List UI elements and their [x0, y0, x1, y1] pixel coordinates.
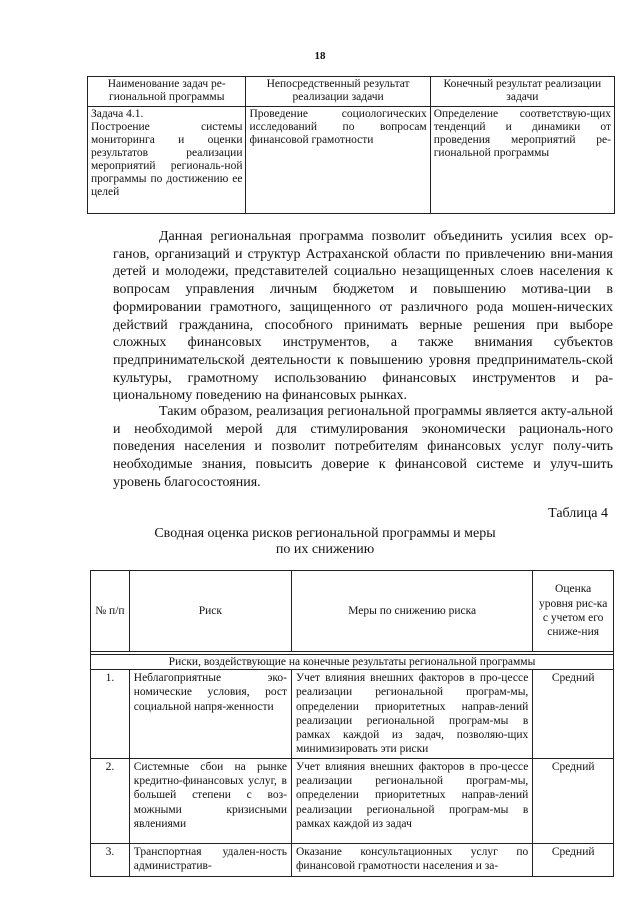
table-title: Сводная оценка рисков региональной программы и меры по их снижению [154, 526, 496, 557]
tasks-header-direct: Непосредственный результат реализации задачи [246, 77, 430, 107]
table-label: Таблица 4 [548, 506, 608, 521]
table-row [91, 843, 614, 876]
final-result-cell: Определение соответствую-щих тенденций и динамики от проведения мероприятий ре-гиональной программы [430, 107, 614, 214]
risk-cell: Транспортная удален-ность административ- [129, 843, 291, 876]
table-row [91, 670, 614, 759]
table-row [91, 758, 614, 843]
task-text: Построение системы мониторинга и оценки результатов реализации мероприятий региональ-ной программы по достижению ее целей [91, 121, 243, 198]
direct-result-cell: Проведение социологических исследований по вопросам финансовой грамотности [246, 107, 430, 214]
row-num: 1. [91, 670, 130, 759]
risk-cell: Системные сбои на рынке кредитно-финансовых услуг, в большей степени с воз-можными кризисными явлениями [129, 758, 291, 843]
level-cell: Средний [533, 843, 614, 876]
level-cell: Средний [533, 670, 614, 759]
table-row [88, 107, 615, 214]
header-risk: Риск [129, 571, 291, 652]
header-measures: Меры по снижению риска [291, 571, 532, 652]
paragraph-1 [113, 228, 613, 405]
section-title: Риски, воздействующие на конечные результаты региональной программы [91, 655, 614, 670]
page-number: 18 [314, 50, 326, 62]
header-num: № п/п [91, 571, 130, 652]
tasks-header-final: Конечный результат реализации задачи [430, 77, 614, 107]
level-cell: Средний [533, 758, 614, 843]
task-cell [88, 107, 246, 214]
task-id: Задача 4.1. [91, 108, 144, 120]
row-num: 2. [91, 758, 130, 843]
risk-cell: Неблагоприятные эко-номические условия, рост социальной напря-женности [129, 670, 291, 759]
risk-table-header [91, 571, 614, 652]
tasks-table [87, 76, 615, 214]
measures-cell: Оказание консультационных услуг по финансовой грамотности населения и за- [291, 843, 532, 876]
risk-table [90, 570, 614, 877]
header-level: Оценка уровня рис-ка с учетом его сниже-ния [533, 571, 614, 652]
paragraph-2 [113, 403, 613, 492]
row-num: 3. [91, 843, 130, 876]
section-row [91, 655, 614, 670]
measures-cell: Учет влияния внешних факторов в про-цессе реализации региональной програм-мы, определении приоритетных направ-лений реализации региональной програм-мы в рамках каждой из задач, позволяю-щих минимизировать эти риски [291, 670, 532, 759]
paragraph-2-text: Таким образом, реализация региональной программы является акту-альной и необходимой мерой для стимулирования экономически рациональ-ного поведения населения и позволит потребителям финансовых услуг полу-чить необходимые знания, повысить доверие к финансовой системе и улуч-шить уровень благосостояния. [113, 404, 613, 490]
measures-cell: Учет влияния внешних факторов в про-цессе реализации региональной програм-мы, определении приоритетных направ-лений реализации региональной програм-мы в рамках каждой из задач [291, 758, 532, 843]
tasks-header-name: Наименование задач ре-гиональной программы [88, 77, 246, 107]
tasks-table-header [88, 77, 615, 107]
paragraph-1-text: Данная региональная программа позволит объединить усилия всех ор-ганов, организаций и структур Астраханской области по привлечению вни-мания детей и молодежи, представителей социально незащищенных слоев населения к вопросам управления личным бюджетом и повышению мотива-ции в формировании грамотного, защищенного от различного рода мошен-нических действий гражданина, способного принимать верные решения при выборе сложных финансовых инструментов, а также внимания субъектов предпринимательской деятельности к повышению уровня предприниматель-ской культуры, грамотному использованию финансовых инструментов и ра-циональному поведению на финансовых рынках. [113, 229, 613, 404]
